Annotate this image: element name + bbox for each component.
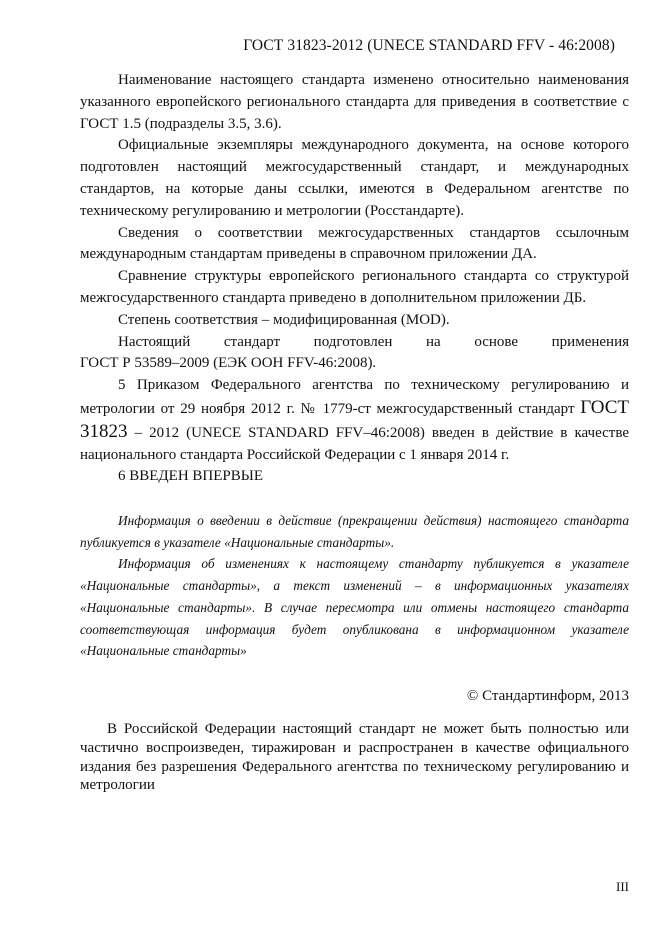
page-header: ГОСТ 31823-2012 (UNECE STANDARD FFV - 46:2008) [243, 37, 615, 54]
notice-text: В Российской Федерации настоящий стандарт не может быть полностью или частично воспроизведен, тиражирован и распространен в качестве официального издания без разрешения Федерального агентства по техническому регулированию и метрологии [80, 721, 629, 794]
order-text-end: – 2012 (UNECE STANDARD FFV–46:2008) введен в действие в качестве национального стандарта Российской Федерации с 1 января 2014 г. [80, 424, 629, 463]
page-number: III [616, 879, 629, 894]
paragraph-official-copies: Официальные экземпляры международного документа, на основе которого подготовлен настоящий межгосударственный стандарт, и международных стандартов, на которые даны ссылки, имеются в Федеральном агентстве по техническому регулированию и метрологии (Росстандарте). [80, 137, 629, 219]
info-introduction: Информация о введении в действие (прекращении действия) настоящего стандарта публикуется в указателе «Национальные стандарты». [80, 513, 629, 550]
paragraph-degree-of-correspondence: Степень соответствия – модифицированная (MOD). [118, 311, 450, 328]
order-text-start: 5 Приказом Федерального агентства по техническому регулированию и метрологии от 29 ноября 2012 г. № 1779-ст межгосударственный стандарт [80, 377, 629, 417]
gost-number: ГОСТ 31823 [80, 396, 629, 442]
paragraph-introduced-first: 6 ВВЕДЕН ВПЕРВЫЕ [118, 468, 263, 485]
publication-info [80, 510, 629, 662]
paragraph-structure-comparison: Сравнение структуры европейского регионального стандарта со структурой межгосударственного стандарта приведено в дополнительном приложении ДБ. [80, 268, 629, 306]
paragraph-correspondence: Сведения о соответствии межгосударственных стандартов ссылочным международным стандартам приведены в справочном приложении ДА. [80, 224, 629, 263]
paragraph-order-5 [80, 375, 629, 466]
info-changes: Информация об изменениях к настоящему стандарту публикуется в указателе «Национальные стандарты», а текст изменений – в информационных указателях «Национальные стандарты». В случае пересмотра или отмены настоящего стандарта соответствующая информация будет опубликована в информационном указателе «Национальные стандарты» [80, 556, 629, 659]
paragraph-prepared-basis: Настоящий стандарт подготовлен на основе применения [118, 333, 629, 350]
reproduction-notice [80, 720, 629, 795]
paragraph-name-change: Наименование настоящего стандарта изменено относительно наименования указанного европейского регионального стандарта для приведения в соответствие с ГОСТ 1.5 (подразделы 3.5, 3.6). [80, 72, 629, 132]
main-text [80, 70, 629, 488]
copyright-line: © Стандартинформ, 2013 [466, 688, 629, 704]
paragraph-prepared-basis-standard: ГОСТ Р 53589–2009 (ЕЭК ООН FFV-46:2008). [80, 355, 377, 372]
